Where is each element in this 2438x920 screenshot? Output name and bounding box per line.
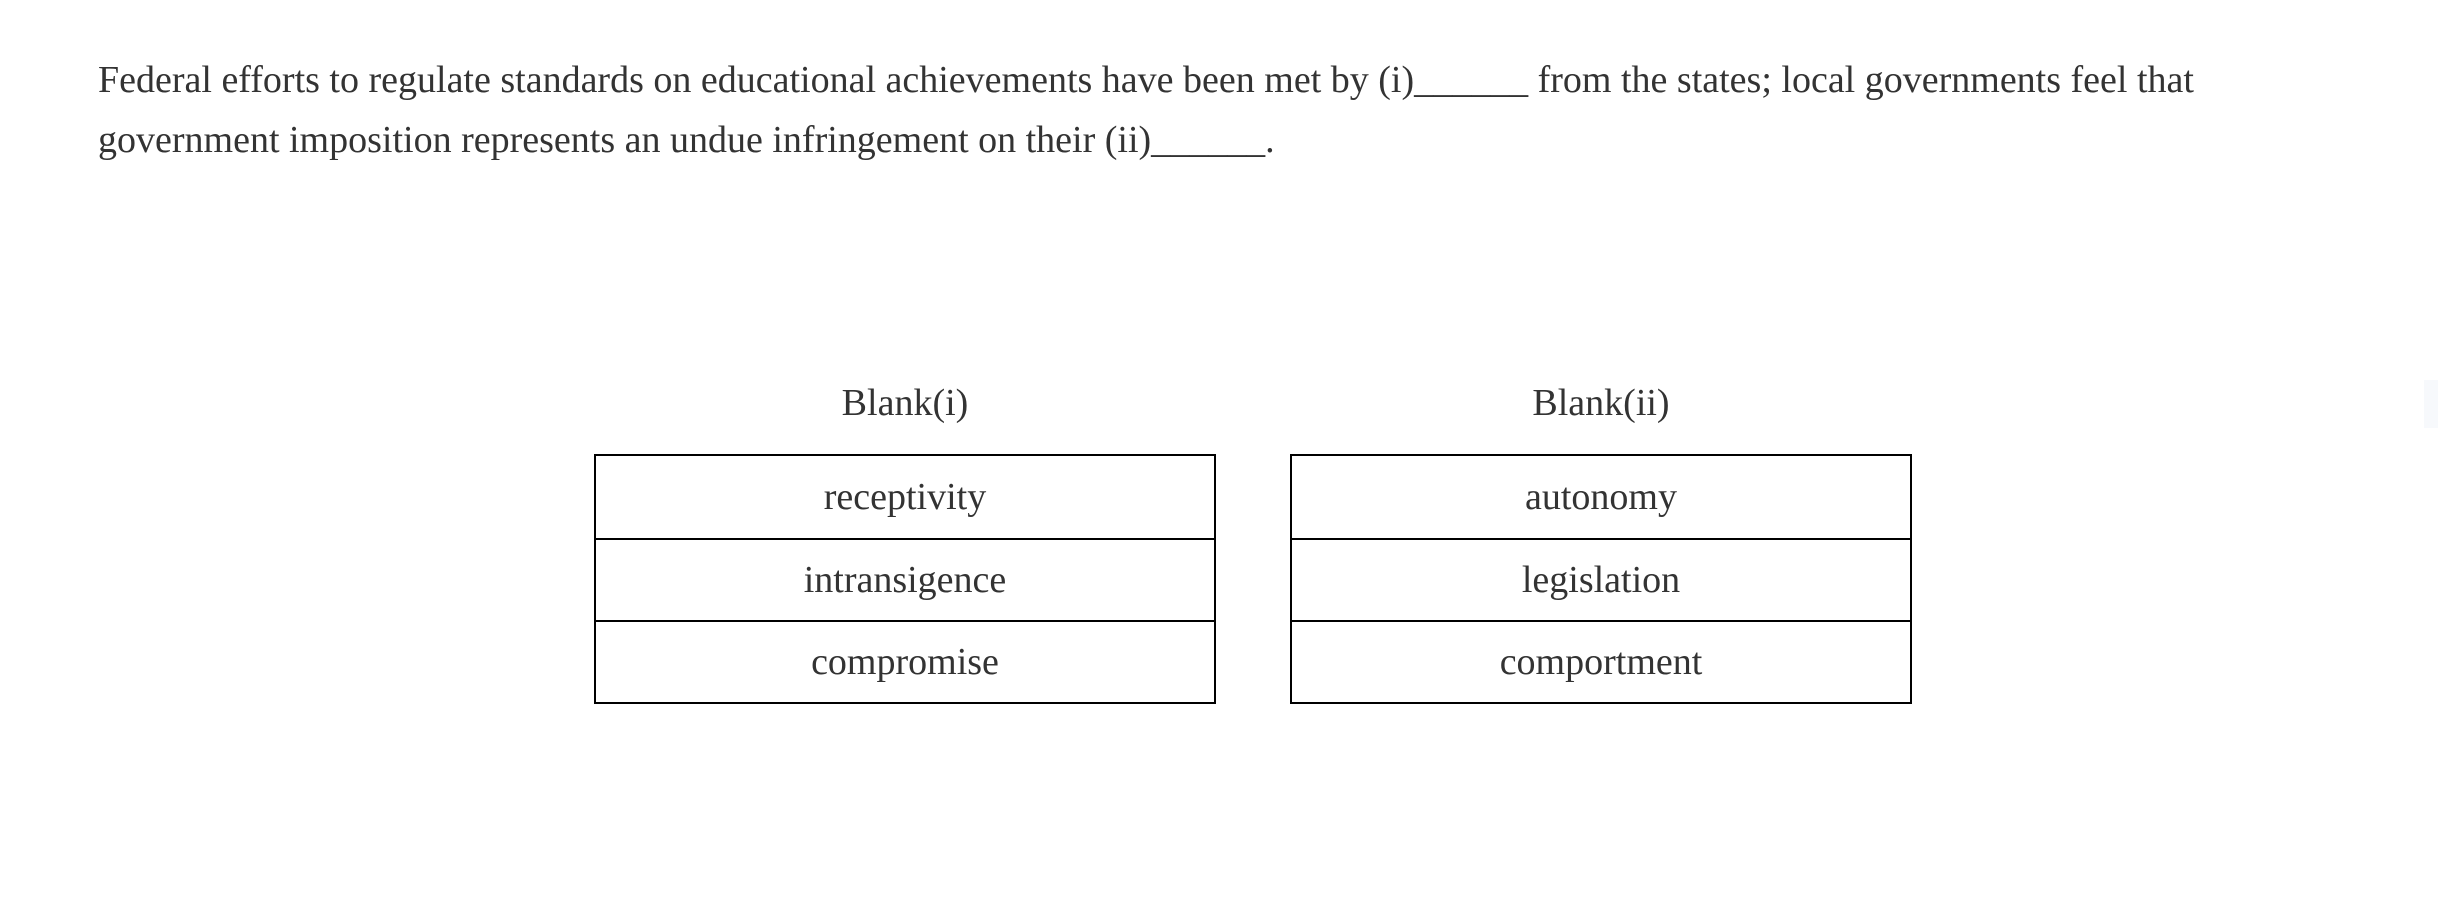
blank-ii-column	[1290, 368, 1912, 704]
scroll-edge-mark	[2424, 380, 2438, 428]
blank-i-choices	[594, 454, 1216, 704]
question-text: Federal efforts to regulate standards on educational achievements have been met by (i)______ from the states; local governments feel that government imposition represents an undue infringement on their (ii)______.	[98, 59, 2194, 161]
blank-ii-title: Blank(ii)	[1532, 382, 1670, 424]
blank-ii-choices	[1290, 454, 1912, 704]
blank-i-column	[594, 368, 1216, 704]
blank-ii-option-comportment[interactable]: comportment	[1292, 620, 1910, 702]
blank-i-title: Blank(i)	[841, 382, 969, 424]
blank-i-option-compromise[interactable]: compromise	[596, 620, 1214, 702]
blank-ii-option-legislation[interactable]: legislation	[1292, 538, 1910, 620]
blank-i-option-receptivity[interactable]: receptivity	[823, 476, 987, 518]
blank-i-option-intransigence[interactable]: intransigence	[596, 538, 1214, 620]
blank-ii-option-autonomy[interactable]: autonomy	[1525, 476, 1677, 518]
